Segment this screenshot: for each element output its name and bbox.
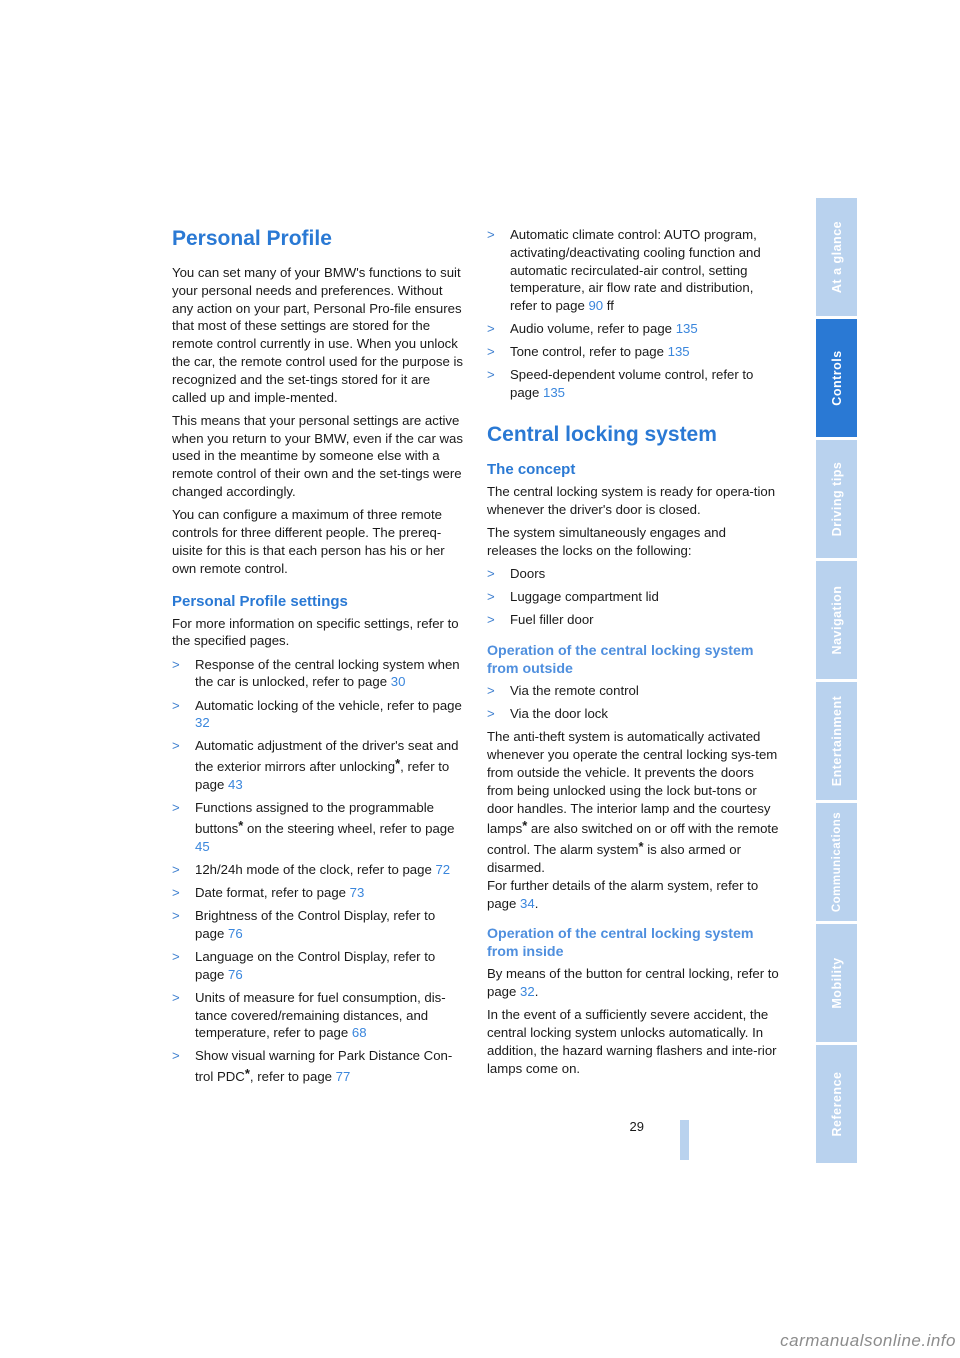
lock-list bbox=[487, 565, 779, 629]
page-link[interactable]: 45 bbox=[195, 838, 210, 854]
outside-list bbox=[487, 682, 779, 723]
list-item: > Automatic locking of the vehicle, refer to page 32 bbox=[172, 697, 462, 731]
list-item: > Functions assigned to the programmable buttons* on the steering wheel, refer to page 45 bbox=[172, 800, 455, 854]
page-link[interactable]: 34 bbox=[520, 895, 535, 911]
optional-equipment-star-icon: * bbox=[238, 817, 244, 833]
page-link[interactable]: 72 bbox=[435, 861, 451, 877]
bullet-icon: > bbox=[172, 697, 180, 713]
optional-equipment-star-icon: * bbox=[244, 1066, 250, 1082]
bullet-icon: > bbox=[487, 683, 495, 699]
chapter-tabs bbox=[816, 198, 857, 1166]
watermark: carmanualsonline.info bbox=[780, 1331, 956, 1350]
optional-equipment-star-icon: * bbox=[395, 756, 401, 772]
bullet-icon: > bbox=[172, 989, 180, 1005]
list-item: > Via the remote control bbox=[487, 683, 639, 699]
bullet-icon: > bbox=[487, 344, 495, 360]
bullet-icon: > bbox=[172, 948, 180, 964]
subheading-operation-from-outside: Operation of the central locking system from outside bbox=[487, 643, 754, 677]
paragraph: This means that your personal settings are active when you return to your BMW, even if the car was used in the meantime by someone else with a remote control of their own and the set-tings were changed accordingly. bbox=[172, 412, 463, 500]
tab-reference[interactable]: Reference bbox=[816, 1045, 857, 1163]
list-item: > Language on the Control Display, refer to page 76 bbox=[172, 948, 436, 982]
bullet-icon: > bbox=[487, 589, 495, 605]
list-item: > Fuel filler door bbox=[487, 612, 594, 628]
list-item: > Response of the central locking system when the car is unlocked, refer to page 30 bbox=[172, 656, 460, 690]
bullet-icon: > bbox=[172, 1048, 180, 1064]
page-number: 29 bbox=[629, 1119, 644, 1134]
paragraph: You can set many of your BMW's functions to suit your personal needs and preferences. Without any action on your part, Personal Pro-file ensures that most of these settings are stored for the remote control currently in use. When you unlock the car, the remote control used for the purpose is recognized and the set-tings stored for it are called up and imple-mented. bbox=[172, 265, 464, 405]
page-link[interactable]: 135 bbox=[675, 321, 698, 337]
bullet-icon: > bbox=[172, 738, 180, 754]
subheading-the-concept: The concept bbox=[487, 461, 576, 479]
section-title-central-locking: Central locking system bbox=[487, 423, 717, 447]
bullet-icon: > bbox=[487, 612, 495, 628]
tab-mobility[interactable]: Mobility bbox=[816, 924, 857, 1042]
paragraph: By means of the button for central locking, refer to page 32. bbox=[487, 966, 779, 1000]
bullet-icon: > bbox=[487, 367, 495, 383]
optional-equipment-star-icon: * bbox=[638, 839, 644, 855]
page-link[interactable]: 43 bbox=[228, 777, 243, 793]
page-link[interactable]: 68 bbox=[351, 1025, 367, 1041]
tab-navigation[interactable]: Navigation bbox=[816, 561, 857, 679]
bullet-icon: > bbox=[172, 907, 180, 923]
list-item: > Doors bbox=[487, 566, 546, 582]
tab-communications[interactable]: Communications bbox=[816, 803, 857, 921]
paragraph: For more information on specific settings, refer to the specified pages. bbox=[172, 615, 459, 649]
bullet-icon: > bbox=[487, 227, 495, 242]
list-item: > Automatic climate control: AUTO program, activating/deactivating cooling function and automatic recirculated-air control, setting temperature, air flow rate and distribution, refer to page 90 ff bbox=[487, 227, 761, 314]
right-column bbox=[487, 226, 779, 1083]
subheading-operation-from-inside: Operation of the central locking system from inside bbox=[487, 926, 754, 960]
paragraph: The system simultaneously engages and releases the locks on the following: bbox=[487, 525, 726, 558]
tab-driving-tips[interactable]: Driving tips bbox=[816, 440, 857, 558]
settings-list bbox=[172, 656, 464, 1086]
page-link[interactable]: 32 bbox=[520, 984, 535, 1000]
paragraph: In the event of a sufficiently severe accident, the central locking system unlocks automatically. In addition, the hazard warning flashers and inte-rior lamps come on. bbox=[487, 1007, 777, 1076]
bullet-icon: > bbox=[487, 706, 495, 722]
left-column bbox=[172, 226, 464, 1091]
settings-list-continued bbox=[487, 226, 779, 402]
tab-entertainment[interactable]: Entertainment bbox=[816, 682, 857, 800]
bullet-icon: > bbox=[172, 656, 180, 672]
list-item: > Date format, refer to page 73 bbox=[172, 884, 365, 900]
bullet-icon: > bbox=[172, 884, 180, 900]
list-item: > 12h/24h mode of the clock, refer to page 72 bbox=[172, 861, 451, 877]
paragraph: For further details of the alarm system, refer to page 34. bbox=[487, 877, 759, 911]
bullet-icon: > bbox=[487, 566, 495, 582]
page-link[interactable]: 135 bbox=[667, 344, 690, 360]
page-link[interactable]: 76 bbox=[228, 966, 243, 982]
page-link[interactable]: 76 bbox=[228, 925, 243, 941]
list-item: > Automatic adjustment of the driver's seat and the exterior mirrors after unlocking*, refer to page 43 bbox=[172, 738, 459, 793]
page-marker-bar bbox=[680, 1120, 689, 1160]
page-link[interactable]: 32 bbox=[195, 715, 210, 731]
paragraph: The central locking system is ready for opera-tion whenever the driver's door is closed. bbox=[487, 484, 776, 517]
bullet-icon: > bbox=[172, 800, 180, 816]
paragraph: The anti-theft system is automatically activated whenever you operate the central locking sys-tem from outside the vehicle. It prevents the doors from being unlocked using the lock but-tons or door handles. The interior lamp and the courtesy lamps* are also switched on or off with the remote control. The alarm system* is also armed or disarmed. bbox=[487, 729, 779, 875]
page-link[interactable]: 135 bbox=[543, 385, 566, 401]
bullet-icon: > bbox=[487, 321, 495, 337]
list-item: > Speed-dependent volume control, refer to page 135 bbox=[487, 367, 754, 401]
tab-at-a-glance[interactable]: At a glance bbox=[816, 198, 857, 316]
section-title-personal-profile: Personal Profile bbox=[172, 227, 332, 250]
subheading-personal-profile-settings: Personal Profile settings bbox=[172, 592, 348, 610]
page-link[interactable]: 30 bbox=[390, 674, 406, 690]
page-link[interactable]: 77 bbox=[335, 1069, 351, 1085]
page-link[interactable]: 90 bbox=[588, 298, 604, 314]
page-link[interactable]: 73 bbox=[349, 884, 365, 900]
list-item: > Luggage compartment lid bbox=[487, 589, 659, 605]
list-item: > Brightness of the Control Display, refer to page 76 bbox=[172, 907, 436, 941]
list-item: > Via the door lock bbox=[487, 706, 608, 722]
paragraph: You can configure a maximum of three remote controls for three different people. The prereq-uisite for this is that each person has his or her own remote control. bbox=[172, 507, 445, 576]
bullet-icon: > bbox=[172, 861, 180, 877]
list-item: > Audio volume, refer to page 135 bbox=[487, 321, 698, 337]
tab-controls[interactable]: Controls bbox=[816, 319, 857, 437]
optional-equipment-star-icon: * bbox=[522, 818, 528, 834]
list-item: > Tone control, refer to page 135 bbox=[487, 344, 690, 360]
list-item: > Show visual warning for Park Distance Con-trol PDC*, refer to page 77 bbox=[172, 1048, 453, 1085]
list-item: > Units of measure for fuel consumption, dis-tance covered/remaining distances, and temperature, refer to page 68 bbox=[172, 989, 446, 1041]
